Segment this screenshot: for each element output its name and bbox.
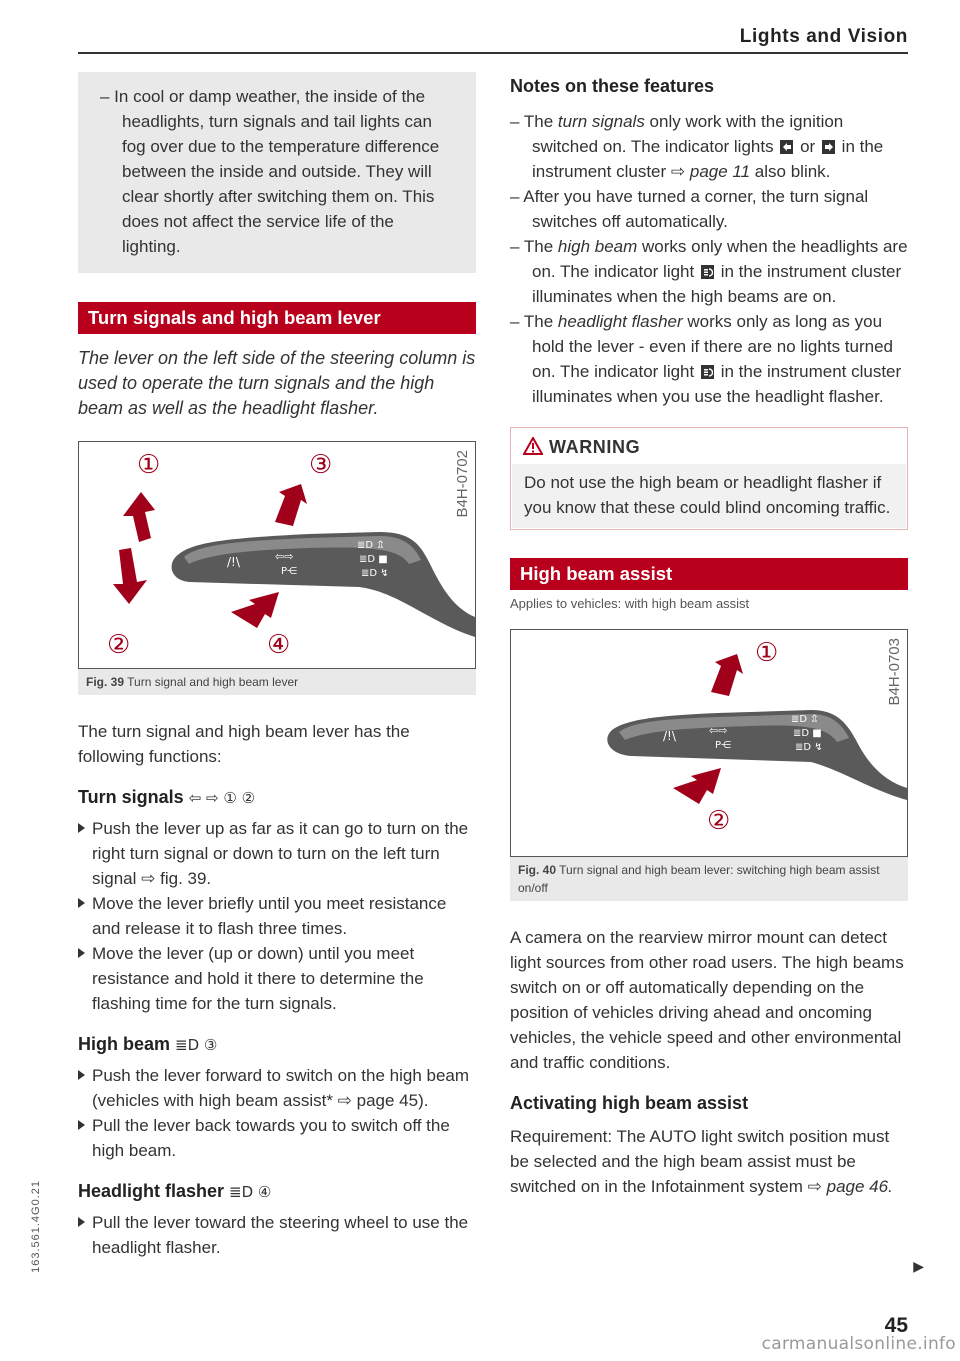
callout-2: ② [707, 806, 731, 836]
list-item [78, 941, 476, 1016]
activating-heading: Activating high beam assist [510, 1093, 749, 1113]
warning-title: WARNING [549, 437, 641, 457]
note-text: works only as long as you hold the lever - even if there are no lights turned on. The indicator light [532, 312, 893, 381]
lever-mark-turn: ⇦⇨ [709, 724, 728, 737]
lever-mark-park: P⋲ [281, 566, 298, 577]
flasher-symbols: ≣D ④ [229, 1183, 272, 1201]
warning-box [510, 427, 908, 530]
figure-39-label: Fig. 39 [86, 675, 125, 689]
applies-to: Applies to vehicles: with high beam assist [510, 596, 750, 611]
list-item [78, 816, 476, 891]
requirement-paragraph [510, 1124, 908, 1199]
notes-heading: Notes on these features [510, 76, 715, 96]
list-item [78, 1210, 476, 1260]
header-rule [78, 52, 908, 54]
flasher-heading [78, 1181, 476, 1202]
bullet-text: Move the lever (up or down) until you meet resistance and hold it there to determine the flashing time for the turn signals. [92, 944, 424, 1013]
lever-mark-hazard: /!\ [663, 729, 676, 743]
lever-mark-flash: ≣D ↯ [361, 568, 389, 579]
note-box [78, 72, 476, 273]
lever-mark-park: P⋲ [715, 740, 732, 751]
side-code: 163.561.4G0.21 [30, 1180, 42, 1273]
bullet-text: Pull the lever toward the steering wheel to use the headlight flasher. [92, 1213, 469, 1257]
figure-40-caption [510, 857, 908, 901]
bullet-text: Move the lever briefly until you meet resistance and release it to flash three times. [92, 894, 447, 938]
note-auto-off: – After you have turned a corner, the turn signal switches off automatically. [510, 187, 869, 231]
note-em: turn signals [557, 112, 645, 131]
right-column [510, 76, 908, 1199]
warning-text: Do not use the high beam or headlight flasher if you know that these could blind oncoming traffic. [524, 473, 891, 517]
list-item [78, 1113, 476, 1163]
section-title: Turn signals and high beam lever [78, 302, 476, 334]
continue-arrow-icon: ▶ [913, 1258, 924, 1274]
lever-mark-turn: ⇦⇨ [275, 550, 294, 563]
arrow-forward-1 [711, 654, 743, 696]
turn-signals-symbols: ⇦ ⇨ ① ② [188, 789, 256, 807]
warning-heading [511, 428, 907, 464]
note-text: works only when the headlights are on. The indicator light [532, 237, 908, 281]
high-beam-heading [78, 1034, 476, 1055]
note-text: – The [510, 237, 558, 256]
lever-mark-auto: ≣D ■ [793, 728, 822, 739]
note-flasher [510, 309, 908, 409]
bullet-text: Push the lever forward to switch on the high beam (vehicles with high beam assist* ⇨ page 45). [92, 1066, 470, 1110]
list-item [78, 1063, 476, 1113]
arrow-back-2 [673, 768, 721, 804]
lever-mark-hazard: /!\ [227, 555, 240, 569]
section-intro: The lever on the left side of the steering column is used to operate the turn signals and the high beam as well as the headlight flasher. [78, 348, 476, 418]
note-em: headlight flasher [557, 312, 683, 331]
flasher-heading-text: Headlight flasher [78, 1181, 225, 1201]
note-high-beam [510, 234, 908, 309]
hba-section-title: High beam assist [510, 558, 908, 590]
callout-1: ① [137, 450, 161, 480]
turn-signals-heading-text: Turn signals [78, 787, 184, 807]
callout-4: ④ [267, 630, 291, 660]
list-item [78, 891, 476, 941]
callout-2: ② [107, 630, 131, 660]
high-beam-indicator-icon [701, 265, 714, 279]
note-em: high beam [557, 237, 638, 256]
callout-3: ③ [309, 450, 333, 480]
note-text: in the instrument cluster illuminates when you use the headlight flasher. [532, 362, 902, 406]
fog-note: – In cool or damp weather, the inside of the headlights, turn signals and tail lights can fog over due to the temperature difference between the inside and outside. They will clear shortly after switching them on. This does not affect the service life of the lighting. [100, 87, 440, 256]
page-ref[interactable]: ⇨ page 46. [807, 1177, 893, 1196]
figure-id: B4H-0702 [454, 450, 471, 518]
high-beam-heading-text: High beam [78, 1034, 171, 1054]
callout-1: ① [755, 638, 779, 668]
arrow-back-4 [231, 592, 279, 628]
note-text: in the instrument cluster illuminates when the high beams are on. [532, 262, 902, 306]
functions-intro: The turn signal and high beam lever has the following functions: [78, 722, 410, 766]
turn-signals-heading [78, 787, 476, 808]
left-turn-indicator-icon [780, 140, 793, 154]
figure-id: B4H-0703 [886, 638, 903, 706]
lever-mark-auto: ≣D ■ [359, 554, 388, 565]
note-text: – The [510, 312, 558, 331]
requirement-text: Requirement: The AUTO light switch position must be selected and the high beam assist must be switched on in the Infotainment system [510, 1127, 890, 1196]
warning-body [512, 464, 906, 528]
arrow-forward-3 [275, 484, 307, 526]
left-column [78, 72, 476, 1260]
lever-mark-highbeam: ≣D ⇬ [791, 714, 819, 725]
arrow-down-2 [113, 548, 147, 604]
note-turn-signals [510, 109, 908, 184]
high-beam-symbols: ≣D ③ [175, 1036, 218, 1054]
running-header: Lights and Vision [739, 26, 908, 47]
figure-39-text: Turn signal and high beam lever [127, 675, 299, 689]
figure-40-text: Turn signal and high beam lever: switching high beam assist on/off [518, 863, 880, 895]
figure-40 [510, 629, 908, 857]
figure-40-label: Fig. 40 [518, 863, 557, 877]
figure-39-caption [78, 669, 476, 695]
page-number: 45 [884, 1314, 908, 1337]
bullet-text: Pull the lever back towards you to switch off the high beam. [92, 1116, 450, 1160]
watermark: carmanualsonline.info [761, 1334, 956, 1354]
lever-mark-highbeam: ≣D ⇬ [357, 540, 385, 551]
note-text: in the instrument cluster ⇨ [532, 137, 884, 181]
note-text: or [800, 137, 816, 156]
arrow-up-1 [123, 492, 155, 542]
note-text: also blink. [754, 162, 831, 181]
note-text: only work with the ignition switched on. The indicator lights [532, 112, 844, 156]
figure-39 [78, 441, 476, 669]
bullet-text: Push the lever up as far as it can go to turn on the right turn signal or down to turn on the left turn signal ⇨ fig. 39. [92, 819, 469, 888]
right-turn-indicator-icon [822, 140, 835, 154]
flasher-indicator-icon [701, 365, 714, 379]
note-text: – The [510, 112, 558, 131]
camera-paragraph: A camera on the rearview mirror mount can detect light sources from other road users. The high beams switch on or off automatically depending on the position of vehicles driving ahead and oncoming vehicles, the vehicle speed and other environmental and traffic conditions. [510, 928, 904, 1072]
page-ref[interactable]: page 11 [689, 162, 751, 181]
lever-mark-flash: ≣D ↯ [795, 742, 823, 753]
warning-icon [523, 437, 543, 455]
